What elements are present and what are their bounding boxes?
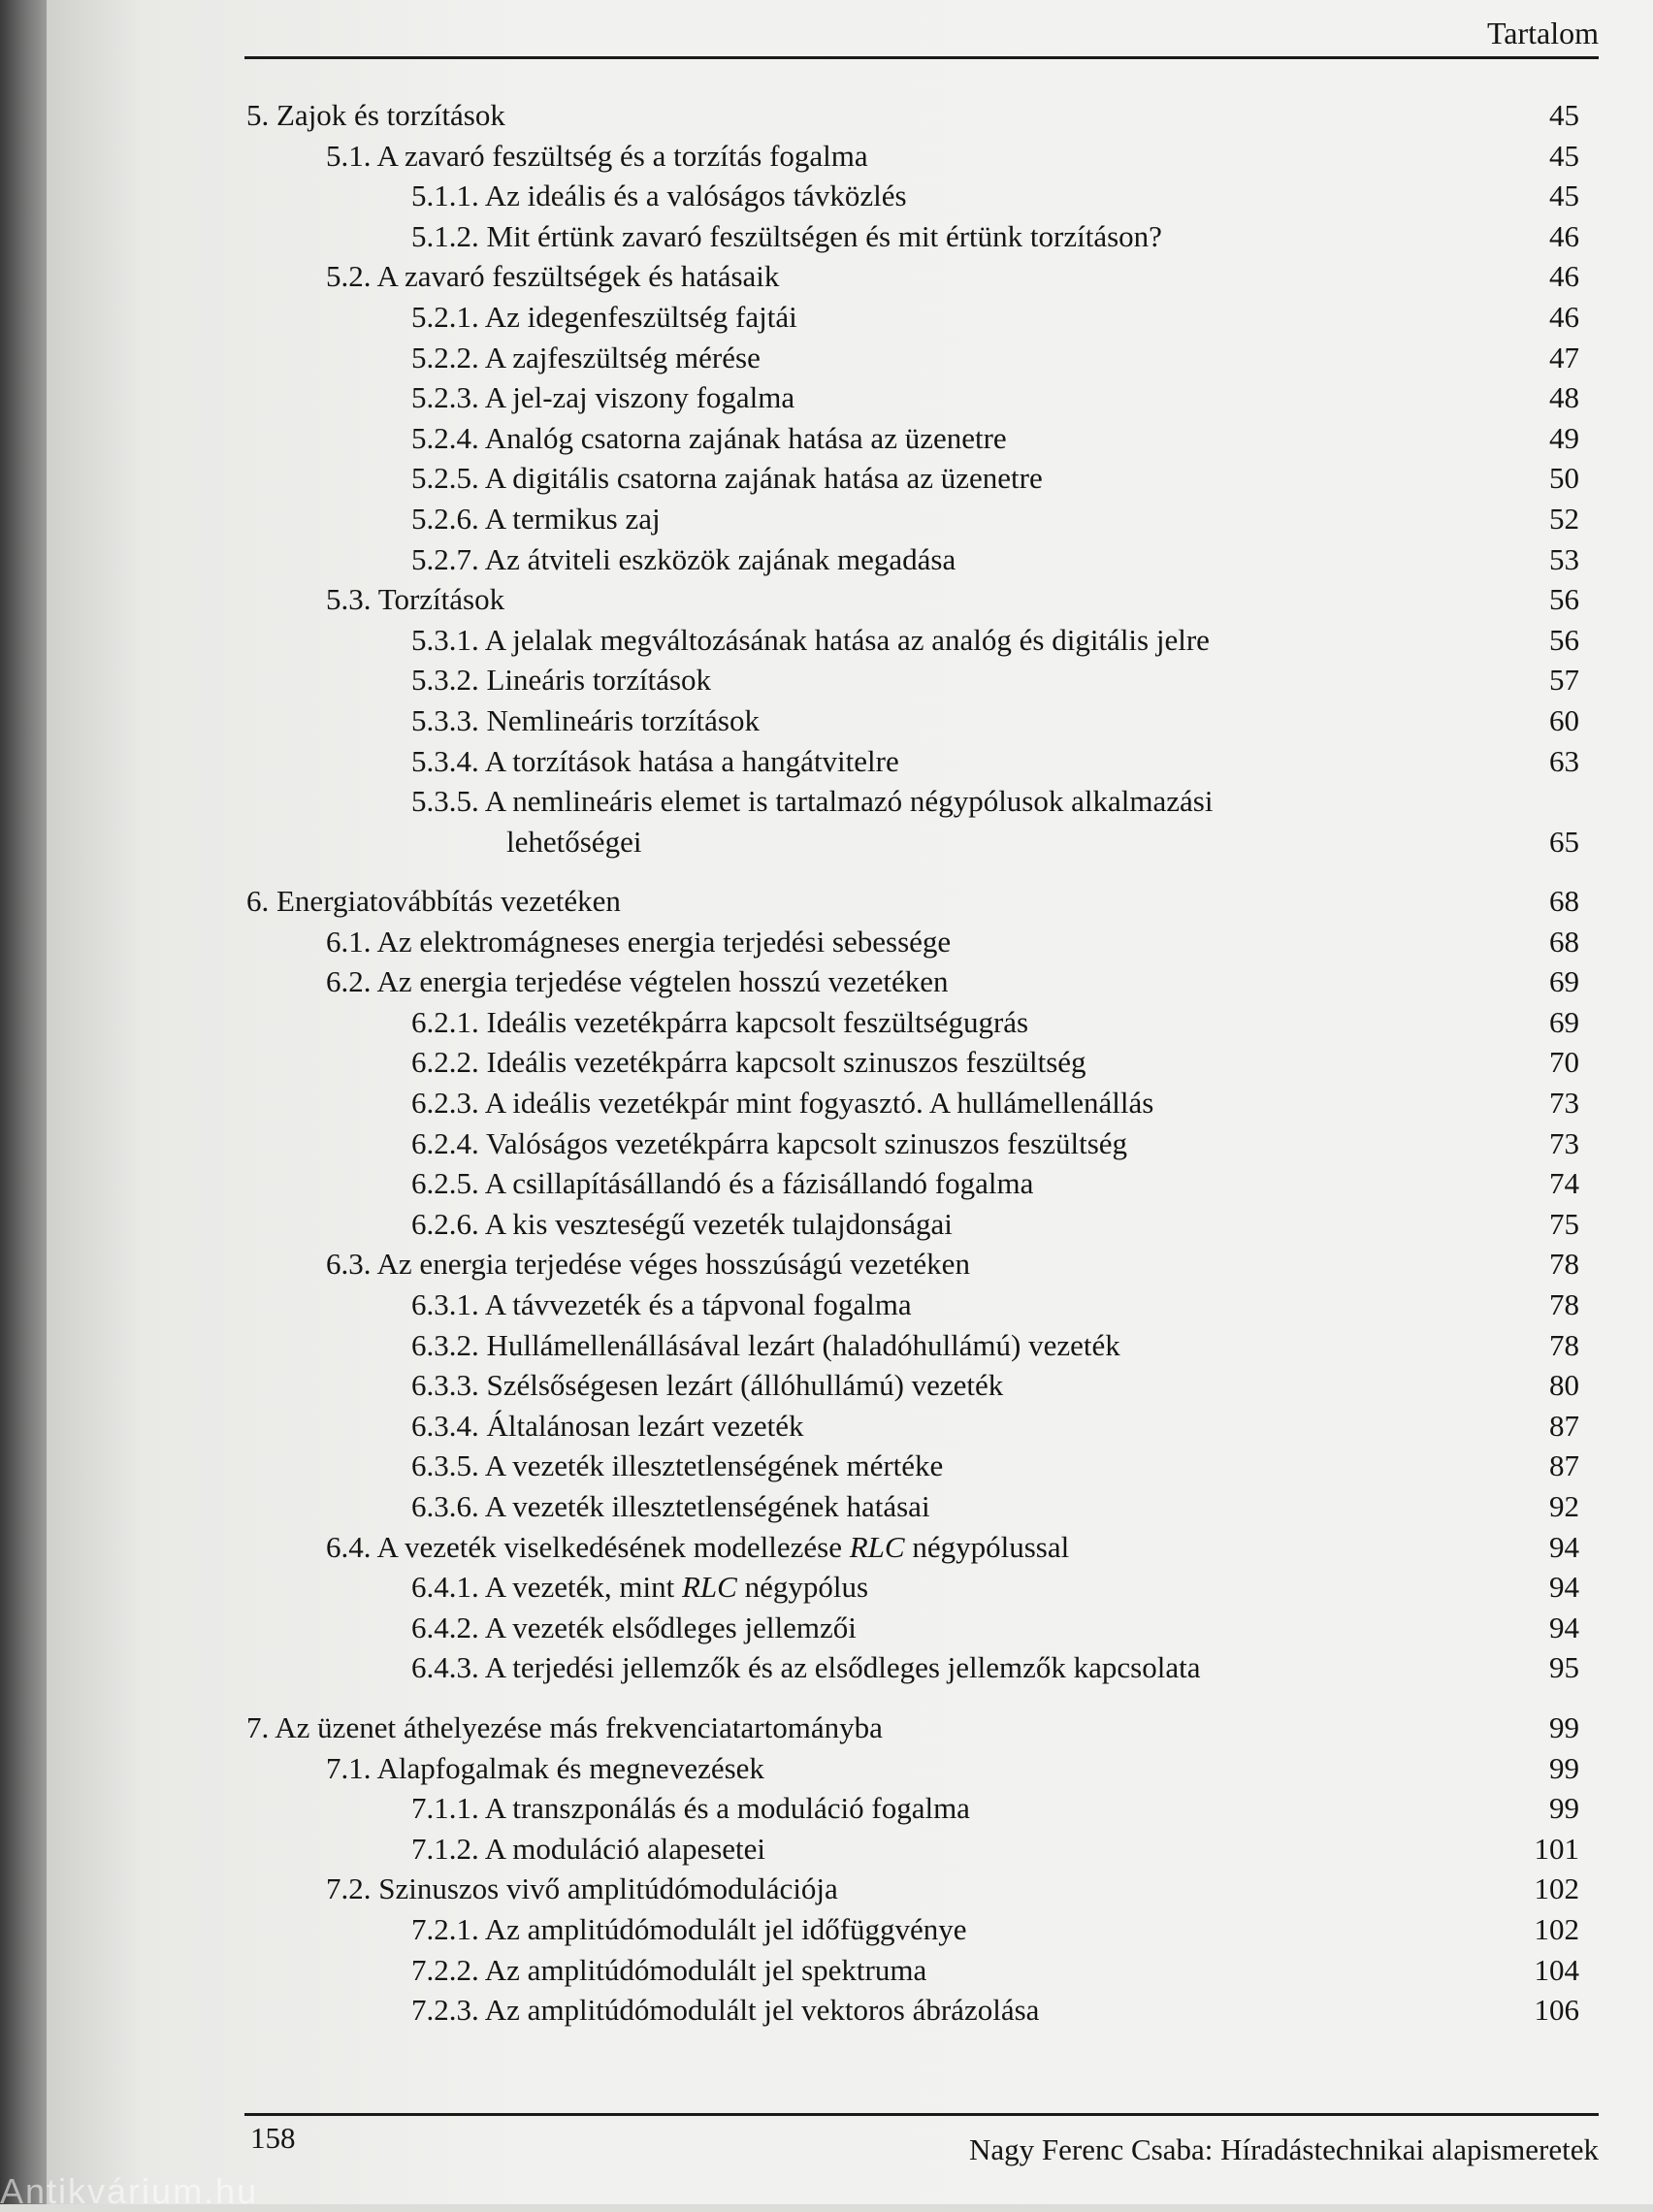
toc-entry-page: 48 bbox=[1549, 380, 1579, 415]
toc-entry bbox=[47, 1204, 1653, 1245]
toc-entry-page: 56 bbox=[1549, 622, 1579, 657]
toc-entry-page: 69 bbox=[1549, 1004, 1579, 1039]
toc-entry-page: 63 bbox=[1549, 743, 1579, 778]
toc-entry-page: 45 bbox=[1549, 179, 1579, 213]
toc-entry bbox=[47, 881, 1653, 922]
toc-entry-page: 47 bbox=[1549, 340, 1579, 374]
toc-entry-title: 6. Energiatovábbítás vezetéken bbox=[246, 884, 621, 919]
toc-entry bbox=[47, 1788, 1653, 1829]
toc-entry-title: 6.3.4. Általánosan lezárt vezeték bbox=[411, 1408, 804, 1443]
toc-entry-page: 46 bbox=[1549, 218, 1579, 253]
toc-entry-title: 6.3.1. A távvezeték és a tápvonal fogalma bbox=[411, 1287, 912, 1322]
toc-entry-page: 69 bbox=[1549, 964, 1579, 999]
toc-entry-page: 45 bbox=[1549, 138, 1579, 173]
toc-entry-page: 52 bbox=[1549, 501, 1579, 536]
toc-entry-page: 101 bbox=[1534, 1831, 1579, 1866]
toc-entry-page: 99 bbox=[1549, 1750, 1579, 1785]
toc-entry-title: 7.2.3. Az amplitúdómodulált jel vektoros ábrázolása bbox=[411, 1993, 1040, 2028]
toc-entry bbox=[47, 1567, 1653, 1608]
toc-entry bbox=[47, 1163, 1653, 1204]
toc-entry bbox=[47, 1527, 1653, 1568]
toc-entry bbox=[47, 1446, 1653, 1486]
toc-entry bbox=[47, 1042, 1653, 1083]
footer-rule bbox=[244, 2113, 1599, 2116]
toc-entry bbox=[47, 1708, 1653, 1748]
toc-entry bbox=[47, 136, 1653, 177]
toc-entry-title: 5. Zajok és torzítások bbox=[246, 98, 505, 132]
toc-entry bbox=[47, 1406, 1653, 1447]
toc-entry-page: 102 bbox=[1534, 1871, 1579, 1906]
toc-entry-page: 78 bbox=[1549, 1287, 1579, 1322]
toc-entry-page: 45 bbox=[1549, 98, 1579, 132]
toc-entry-title: 5.3.5. A nemlineáris elemet is tartalmazó négypólusok alkalmazási bbox=[411, 784, 1214, 819]
toc-entry-page: 99 bbox=[1549, 1709, 1579, 1744]
toc-entry-page: 92 bbox=[1549, 1489, 1579, 1523]
toc-entry-title: 6.4.2. A vezeték elsődleges jellemzői bbox=[411, 1610, 857, 1644]
toc-entry bbox=[47, 579, 1653, 620]
toc-entry-page: 60 bbox=[1549, 702, 1579, 737]
toc-entry-title: 6.1. Az elektromágneses energia terjedési sebessége bbox=[326, 924, 952, 959]
toc-entry-title: 7.2. Szinuszos vivő amplitúdómodulációja bbox=[326, 1871, 838, 1906]
toc-entry-page: 57 bbox=[1549, 663, 1579, 698]
toc-entry-title: 5.1. A zavaró feszültség és a torzítás fogalma bbox=[326, 138, 868, 173]
toc-entry-page: 106 bbox=[1534, 1993, 1579, 2028]
toc-entry bbox=[47, 377, 1653, 418]
toc-entry bbox=[47, 1244, 1653, 1285]
toc-entry bbox=[47, 499, 1653, 539]
toc-entry bbox=[47, 338, 1653, 378]
toc-entry-title: 6.3. Az energia terjedése véges hosszúságú vezetéken bbox=[326, 1247, 970, 1282]
book-page bbox=[47, 0, 1653, 2204]
toc-entry bbox=[47, 297, 1653, 338]
toc-entry bbox=[47, 961, 1653, 1002]
toc-entry-page: 56 bbox=[1549, 582, 1579, 617]
toc-entry-title: 5.2.2. A zajfeszültség mérése bbox=[411, 340, 761, 374]
toc-entry-title: 7.2.2. Az amplitúdómodulált jel spektruma bbox=[411, 1952, 927, 1987]
toc-entry-title: 6.2.3. A ideális vezetékpár mint fogyasztó. A hullámellenállás bbox=[411, 1086, 1154, 1121]
toc-entry-title: 5.1.2. Mit értünk zavaró feszültségen és mit értünk torzításon? bbox=[411, 218, 1162, 253]
toc-entry-page: 53 bbox=[1549, 541, 1579, 576]
toc-entry-title-continuation: lehetőségei bbox=[506, 824, 642, 859]
toc-entry bbox=[47, 1325, 1653, 1366]
toc-entry bbox=[47, 1869, 1653, 1909]
toc-entry bbox=[47, 700, 1653, 741]
toc-entry-title: 7.2.1. Az amplitúdómodulált jel időfüggvénye bbox=[411, 1911, 967, 1946]
toc-entry bbox=[47, 741, 1653, 782]
toc-entry bbox=[47, 1002, 1653, 1043]
toc-entry-title: 6.2.5. A csillapításállandó és a fázisállandó fogalma bbox=[411, 1166, 1034, 1201]
toc-entry-page: 50 bbox=[1549, 461, 1579, 496]
toc-entry bbox=[47, 1365, 1653, 1406]
running-header: Tartalom bbox=[1486, 16, 1599, 50]
toc-entry-page: 94 bbox=[1549, 1529, 1579, 1564]
toc-entry-title: 5.2.6. A termikus zaj bbox=[411, 501, 661, 536]
table-of-contents bbox=[47, 95, 1653, 2031]
toc-entry bbox=[47, 418, 1653, 459]
toc-entry-title: 5.2.4. Analóg csatorna zajának hatása az üzenetre bbox=[411, 420, 1007, 455]
toc-entry-title: 6.2. Az energia terjedése végtelen hosszú vezetéken bbox=[326, 964, 949, 999]
toc-entry-page: 87 bbox=[1549, 1408, 1579, 1443]
toc-entry bbox=[47, 176, 1653, 216]
toc-entry-title: 5.3. Torzítások bbox=[326, 582, 505, 617]
toc-entry-page: 68 bbox=[1549, 924, 1579, 959]
toc-entry-title: 5.2.7. Az átviteli eszközök zajának megadása bbox=[411, 541, 956, 576]
toc-entry-page: 104 bbox=[1534, 1952, 1579, 1987]
toc-entry-title: 5.1.1. Az ideális és a valóságos távközlés bbox=[411, 179, 907, 213]
toc-entry bbox=[47, 922, 1653, 962]
toc-entry bbox=[47, 781, 1653, 862]
toc-entry-title: 6.4.3. A terjedési jellemzők és az elsődleges jellemzők kapcsolata bbox=[411, 1650, 1201, 1685]
toc-entry bbox=[47, 216, 1653, 257]
toc-entry-title: 5.3.1. A jelalak megváltozásának hatása az analóg és digitális jelre bbox=[411, 622, 1210, 657]
toc-entry-title: 7. Az üzenet áthelyezése más frekvenciatartományba bbox=[246, 1709, 883, 1744]
toc-entry-title: 7.1.1. A transzponálás és a moduláció fogalma bbox=[411, 1791, 970, 1826]
toc-entry-title: 5.2.1. Az idegenfeszültség fajtái bbox=[411, 299, 797, 334]
book-spine-shadow bbox=[0, 0, 47, 2204]
toc-entry-title: 6.2.4. Valóságos vezetékpárra kapcsolt szinuszos feszültség bbox=[411, 1125, 1128, 1160]
toc-entry-title: 5.3.4. A torzítások hatása a hangátvitelre bbox=[411, 743, 899, 778]
toc-entry-page: 102 bbox=[1534, 1911, 1579, 1946]
toc-entry-page: 70 bbox=[1549, 1045, 1579, 1080]
toc-entry-page: 94 bbox=[1549, 1610, 1579, 1644]
toc-entry-title: 5.2.5. A digitális csatorna zajának hatása az üzenetre bbox=[411, 461, 1043, 496]
toc-entry-page: 78 bbox=[1549, 1247, 1579, 1282]
toc-entry bbox=[47, 1608, 1653, 1648]
toc-entry-title: 6.4. A vezeték viselkedésének modellezése RLC négypólussal bbox=[326, 1529, 1070, 1564]
toc-entry bbox=[47, 620, 1653, 661]
footer-author-title: Nagy Ferenc Csaba: Híradástechnikai alapismeretek bbox=[968, 2132, 1599, 2166]
toc-entry-title: 7.1.2. A moduláció alapesetei bbox=[411, 1831, 766, 1866]
toc-entry bbox=[47, 1990, 1653, 2031]
toc-entry bbox=[47, 1748, 1653, 1789]
toc-entry-page: 49 bbox=[1549, 420, 1579, 455]
toc-entry-page: 95 bbox=[1549, 1650, 1579, 1685]
toc-entry bbox=[47, 1285, 1653, 1325]
toc-entry bbox=[47, 256, 1653, 297]
toc-entry-page: 46 bbox=[1549, 259, 1579, 294]
toc-entry-title: 6.3.2. Hullámellenállásával lezárt (haladóhullámú) vezeték bbox=[411, 1327, 1120, 1362]
toc-entry bbox=[47, 1909, 1653, 1950]
toc-entry-page: 65 bbox=[1549, 824, 1579, 859]
toc-entry-title: 6.3.3. Szélsőségesen lezárt (állóhullámú) vezeték bbox=[411, 1368, 1004, 1403]
toc-entry-page: 75 bbox=[1549, 1206, 1579, 1241]
toc-entry-title: 6.2.6. A kis veszteségű vezeték tulajdonságai bbox=[411, 1206, 953, 1241]
toc-entry-page: 94 bbox=[1549, 1570, 1579, 1605]
toc-entry bbox=[47, 1950, 1653, 1991]
toc-entry bbox=[47, 458, 1653, 499]
toc-entry-title: 6.2.1. Ideális vezetékpárra kapcsolt feszültségugrás bbox=[411, 1004, 1029, 1039]
toc-entry-page: 99 bbox=[1549, 1791, 1579, 1826]
toc-entry-page: 73 bbox=[1549, 1086, 1579, 1121]
toc-entry bbox=[47, 539, 1653, 580]
toc-entry bbox=[47, 1486, 1653, 1527]
toc-entry bbox=[47, 1829, 1653, 1870]
toc-entry-page: 68 bbox=[1549, 884, 1579, 919]
page-number: 158 bbox=[250, 2121, 296, 2155]
toc-entry-page: 87 bbox=[1549, 1448, 1579, 1483]
header-rule bbox=[244, 56, 1599, 59]
toc-entry-title: 7.1. Alapfogalmak és megnevezések bbox=[326, 1750, 764, 1785]
toc-entry bbox=[47, 1647, 1653, 1688]
toc-entry-title: 5.3.3. Nemlineáris torzítások bbox=[411, 702, 760, 737]
toc-entry-title: 6.2.2. Ideális vezetékpárra kapcsolt szinuszos feszültség bbox=[411, 1045, 1086, 1080]
toc-entry-page: 74 bbox=[1549, 1166, 1579, 1201]
watermark: Antikvárium.hu bbox=[0, 2171, 259, 2211]
toc-entry-page: 78 bbox=[1549, 1327, 1579, 1362]
toc-entry-title: 5.3.2. Lineáris torzítások bbox=[411, 663, 712, 698]
toc-entry-page: 73 bbox=[1549, 1125, 1579, 1160]
toc-entry bbox=[47, 660, 1653, 700]
toc-entry bbox=[47, 95, 1653, 136]
toc-entry-page: 46 bbox=[1549, 299, 1579, 334]
toc-entry bbox=[47, 1123, 1653, 1164]
toc-entry-title: 5.2. A zavaró feszültségek és hatásaik bbox=[326, 259, 780, 294]
toc-entry-title: 5.2.3. A jel-zaj viszony fogalma bbox=[411, 380, 795, 415]
toc-entry-title: 6.4.1. A vezeték, mint RLC négypólus bbox=[411, 1570, 869, 1605]
toc-entry-title: 6.3.6. A vezeték illesztetlenségének hatásai bbox=[411, 1489, 930, 1523]
toc-entry-title: 6.3.5. A vezeték illesztetlenségének mértéke bbox=[411, 1448, 944, 1483]
toc-entry bbox=[47, 1083, 1653, 1123]
toc-entry-page: 80 bbox=[1549, 1368, 1579, 1403]
